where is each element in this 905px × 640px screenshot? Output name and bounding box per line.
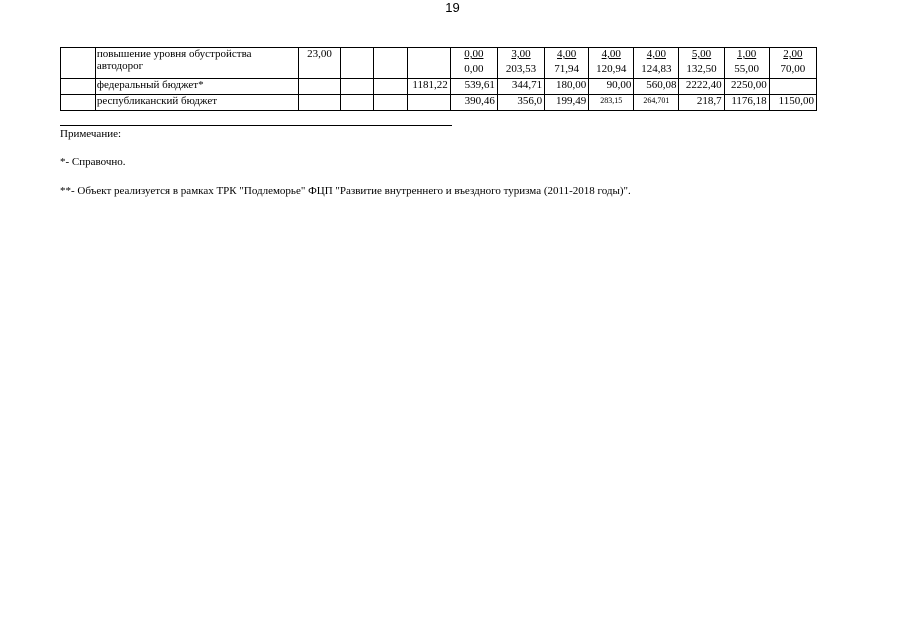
table-cell — [341, 48, 374, 79]
budget-cell: 1150,00 — [769, 95, 816, 111]
value-cell: 23,00 — [298, 48, 340, 79]
row-name-cell: повышение уровня обустройства автодорог — [95, 48, 298, 79]
table-cell — [341, 79, 374, 95]
plan-cell: 5,00 — [679, 48, 724, 64]
plan-cell: 4,00 — [634, 48, 679, 64]
table-cell — [61, 79, 96, 95]
fact-cell: 71,94 — [545, 63, 589, 79]
budget-cell: 2250,00 — [724, 79, 769, 95]
budget-cell: 539,61 — [450, 79, 497, 95]
footnote-2: **- Объект реализуется в рамках ТРК "Подлеморье" ФЦП "Развитие внутреннего и въездного туризма (2011-2018 годы)". — [60, 185, 631, 197]
row-name-cell: федеральный бюджет* — [95, 79, 298, 95]
budget-cell: 390,46 — [450, 95, 497, 111]
budget-cell: 264,701 — [634, 95, 679, 111]
table-cell — [61, 95, 96, 111]
footnote-separator — [60, 125, 452, 126]
budget-cell: 560,08 — [634, 79, 679, 95]
budget-cell: 2222,40 — [679, 79, 724, 95]
notes-title: Примечание: — [60, 128, 122, 140]
table-row — [61, 95, 817, 111]
budget-cell: 283,15 — [589, 95, 634, 111]
budget-cell: 90,00 — [589, 79, 634, 95]
table-row — [61, 48, 817, 64]
plan-cell: 3,00 — [497, 48, 544, 64]
table-cell — [341, 95, 374, 111]
fact-cell: 132,50 — [679, 63, 724, 79]
table-cell — [373, 95, 407, 111]
footnote-1: *- Справочно. — [60, 156, 126, 168]
plan-cell: 2,00 — [769, 48, 816, 64]
budget-table — [60, 47, 817, 111]
fact-cell: 120,94 — [589, 63, 634, 79]
table-cell — [407, 48, 450, 79]
plan-cell: 0,00 — [450, 48, 497, 64]
row-name-cell: республиканский бюджет — [95, 95, 298, 111]
fact-cell: 124,83 — [634, 63, 679, 79]
table-cell — [373, 48, 407, 79]
budget-cell: 180,00 — [545, 79, 589, 95]
plan-cell: 1,00 — [724, 48, 769, 64]
fact-cell: 70,00 — [769, 63, 816, 79]
budget-cell: 344,71 — [497, 79, 544, 95]
table-cell — [407, 95, 450, 111]
fact-cell: 0,00 — [450, 63, 497, 79]
table-cell — [298, 95, 340, 111]
budget-cell: 1181,22 — [407, 79, 450, 95]
budget-cell: 199,49 — [545, 95, 589, 111]
table-cell — [61, 48, 96, 79]
plan-cell: 4,00 — [589, 48, 634, 64]
plan-cell: 4,00 — [545, 48, 589, 64]
table-cell — [373, 79, 407, 95]
table-cell — [769, 79, 816, 95]
budget-cell: 218,7 — [679, 95, 724, 111]
table-cell — [298, 79, 340, 95]
table-row — [61, 79, 817, 95]
page-number: 19 — [445, 0, 460, 15]
fact-cell: 203,53 — [497, 63, 544, 79]
fact-cell: 55,00 — [724, 63, 769, 79]
budget-cell: 356,0 — [497, 95, 544, 111]
budget-cell: 1176,18 — [724, 95, 769, 111]
